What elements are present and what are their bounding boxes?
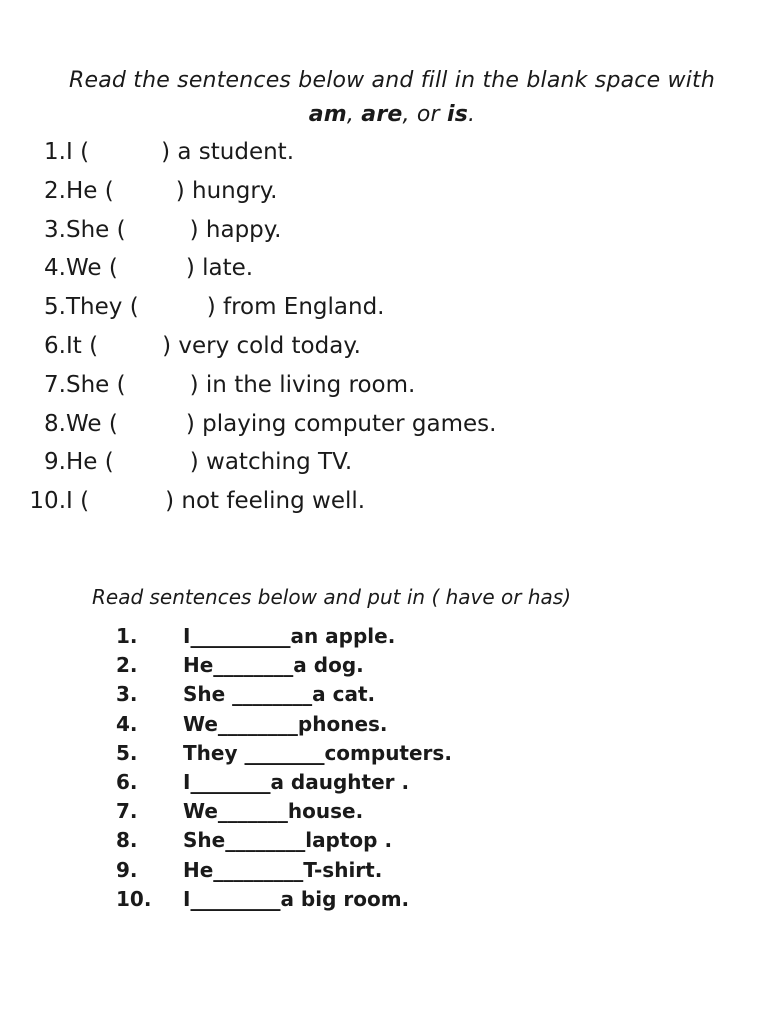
item-number: 1.	[116, 624, 138, 648]
item-subject: He (	[66, 449, 114, 476]
item-rest: ) watching TV.	[189, 449, 353, 476]
have-has-list	[116, 622, 452, 914]
item-text: We_______house.	[183, 799, 364, 824]
period: .	[468, 102, 476, 127]
item-subject: They (	[66, 294, 139, 321]
item-number: 1.	[44, 139, 66, 165]
instruction-am-are-is	[40, 64, 744, 132]
item-rest: ) late.	[185, 255, 254, 282]
item-text: We________phones.	[183, 711, 388, 736]
sentence-item	[28, 172, 496, 211]
sentence-item	[28, 327, 496, 366]
item-text: I__________an apple.	[183, 624, 396, 648]
item-number: 5.	[44, 294, 66, 321]
instruction-text: Read the sentences below and fill in the blank space with	[69, 68, 715, 93]
word-am: am	[308, 102, 347, 127]
sentence-item	[28, 211, 496, 250]
item-subject: He (	[66, 177, 114, 204]
sentence-item	[28, 405, 496, 444]
sentence-item	[116, 797, 452, 826]
item-number: 10.	[29, 488, 66, 515]
sentence-item	[116, 768, 452, 797]
sentence-item	[28, 133, 496, 172]
item-rest: ) very cold today.	[162, 332, 361, 359]
sentence-item	[28, 482, 496, 521]
item-subject: We (	[66, 410, 118, 437]
item-text: She________laptop .	[183, 828, 393, 853]
instruction-have-has: Read sentences below and put in ( have or has)	[92, 585, 572, 609]
item-subject: We (	[66, 255, 118, 282]
separator: , or	[402, 102, 447, 127]
word-is: is	[447, 102, 469, 127]
item-number: 3.	[44, 216, 66, 243]
item-rest: ) happy.	[189, 216, 282, 243]
sentence-item	[116, 622, 452, 651]
item-number: 8.	[44, 410, 66, 437]
item-text: They ________computers.	[183, 740, 452, 765]
item-text: I_________a big room.	[183, 886, 410, 911]
sentence-item	[116, 856, 452, 885]
item-number: 5.	[116, 740, 138, 765]
item-rest: ) in the living room.	[189, 371, 416, 398]
item-rest: ) playing computer games.	[185, 410, 497, 437]
item-subject: She (	[66, 371, 126, 398]
sentence-item	[116, 739, 452, 768]
item-number: 9.	[44, 449, 66, 476]
separator: ,	[346, 102, 362, 127]
sentence-item	[28, 443, 496, 482]
sentence-item	[116, 680, 452, 709]
sentence-item	[116, 885, 452, 914]
item-number: 6.	[116, 769, 138, 794]
word-are: are	[361, 102, 403, 127]
item-number: 4.	[44, 255, 66, 282]
item-number: 3.	[116, 682, 138, 707]
item-number: 2.	[116, 653, 138, 678]
item-text: I________a daughter .	[183, 769, 410, 794]
item-rest: ) from England.	[206, 294, 385, 321]
item-rest: ) hungry.	[175, 177, 278, 204]
sentence-item	[28, 288, 496, 327]
sentence-item	[28, 366, 496, 405]
item-subject: I (	[66, 139, 90, 165]
item-subject: I (	[66, 488, 90, 515]
sentence-item	[116, 710, 452, 739]
item-number: 7.	[44, 371, 66, 398]
item-text: She ________a cat.	[183, 682, 376, 707]
item-number: 10.	[116, 886, 152, 911]
item-number: 7.	[116, 799, 138, 824]
am-are-is-list	[28, 133, 496, 521]
item-number: 2.	[44, 177, 66, 204]
item-text: He_________T-shirt.	[183, 857, 383, 882]
item-number: 6.	[44, 332, 66, 359]
item-subject: It (	[66, 332, 99, 359]
sentence-item	[116, 826, 452, 855]
sentence-item	[116, 651, 452, 680]
sentence-item	[28, 249, 496, 288]
item-rest: ) a student.	[161, 139, 295, 165]
item-subject: She (	[66, 216, 126, 243]
item-number: 4.	[116, 711, 138, 736]
item-rest: ) not feeling well.	[165, 488, 366, 515]
item-text: He________a dog.	[183, 653, 364, 678]
item-number: 8.	[116, 828, 138, 853]
item-number: 9.	[116, 857, 138, 882]
